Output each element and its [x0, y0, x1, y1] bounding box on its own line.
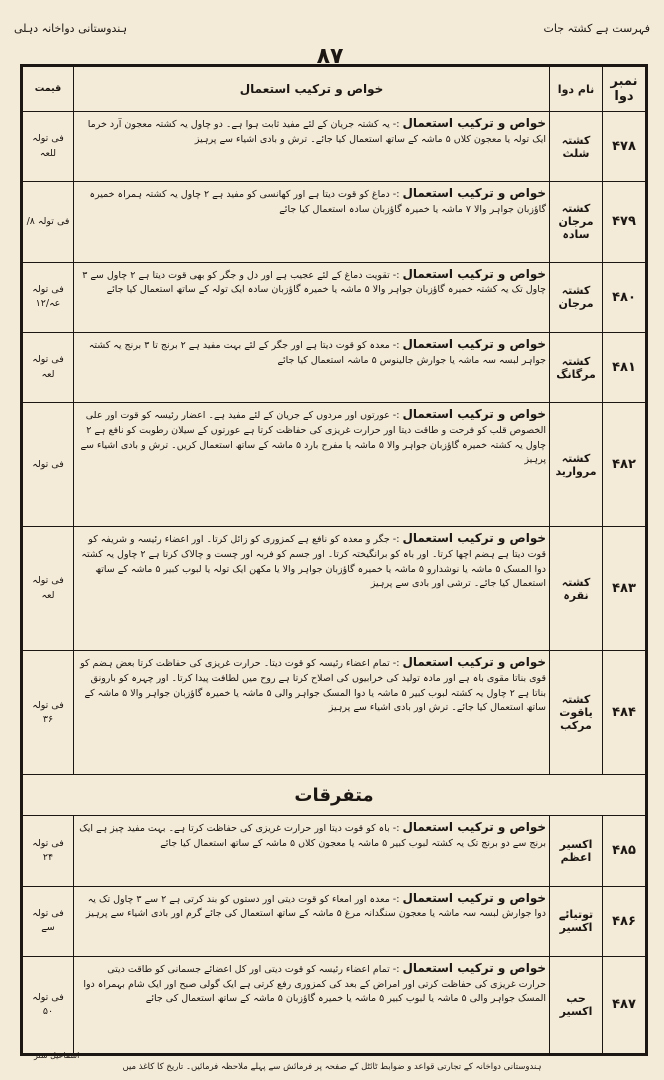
- row-name: کشتہ شلث: [550, 112, 603, 182]
- table-row: [23, 651, 646, 775]
- row-number: ۴۸۰: [603, 262, 646, 332]
- row-price: فی تولہ ۳۶: [23, 651, 74, 775]
- row-lead: خواص و ترکیب استعمال: [402, 266, 546, 281]
- row-number: ۴۷۹: [603, 182, 646, 262]
- row-price: فی تولہ للعہ: [23, 112, 74, 182]
- table-row: [23, 886, 646, 956]
- table-row: [23, 956, 646, 1053]
- table-row: [23, 816, 646, 886]
- col-header-number: نمبر دوا: [603, 67, 646, 112]
- row-lead: خواص و ترکیب استعمال: [402, 116, 546, 130]
- row-name: کشتہ مرجان: [550, 262, 603, 332]
- row-number: ۴۷۸: [603, 112, 646, 182]
- row-price: فی تولہ ۵۰: [23, 956, 74, 1053]
- row-description: [74, 403, 550, 527]
- row-price: فی تولہ ۸/: [23, 182, 74, 262]
- table-row: [23, 112, 646, 182]
- table-row: [23, 182, 646, 262]
- row-price: فی تولہ ۲۴: [23, 816, 74, 886]
- printer-stamp: اسماعیل سنز: [34, 1051, 80, 1060]
- row-description: [74, 956, 550, 1053]
- row-lead: خواص و ترکیب استعمال: [402, 960, 546, 975]
- row-number: ۴۸۱: [603, 332, 646, 402]
- col-header-price: قیمت: [23, 67, 74, 112]
- row-number: ۴۸۴: [603, 651, 646, 775]
- row-price: فی تولہ سے: [23, 886, 74, 956]
- col-header-description: خواص و ترکیب استعمال: [74, 67, 550, 112]
- row-text: :- تمام اعضاء رئیسہ کو قوت دیتا۔ حرارت غریزی کی حفاظت کرتا بعض ہضم کو قوی بناتا مقوی باہ ہے اور مادہ تولید کی خرابیوں کی اصلاح کرتا ہے روح میں لطافت پیدا کرتا۔ اور چہرہ کو بارونق بناتا ہے ۲ چاول یہ کشتہ لبوب کبیر ۵ ماشہ یا دوا المسک جواہر والی ۵ ماشہ یا خمیرہ گاؤزبان جواہر والا ۵ ماشہ کے ساتھ استعمال کیا جائے۔ ترش اور بادی اشیاء سے پرہیز: [80, 658, 546, 714]
- medicine-table-frame: [20, 64, 648, 1056]
- row-price: فی تولہ: [23, 403, 74, 527]
- row-lead: خواص و ترکیب استعمال: [402, 186, 546, 201]
- section-row: [23, 775, 646, 816]
- row-description: [74, 182, 550, 262]
- row-number: ۴۸۷: [603, 956, 646, 1053]
- row-text: :- جگر و معدہ کو نافع ہے کمزوری کو زائل کرتا۔ اور اعضاء رئیسہ و شریفہ کو قوت دیتا ہے ہضم اچھا کرتا۔ اور باہ کو برانگیختہ کرتا۔ اور جسم کو فربہ اور چست و چالاک کرتا ہے ۲ چاول یہ کشتہ دوا المسک ۵ ماشہ یا نوشدارو ۵ ماشہ یا خمیرہ گاؤزبان جواہر والا یا مکھن ایک تولہ یا لبوب کبیر ۵ ماشہ کے ساتھ استعمال کیا جائے۔ ترشی اور بادی سے پرہیز: [81, 534, 546, 590]
- table-row: [23, 332, 646, 402]
- row-lead: خواص و ترکیب استعمال: [402, 407, 546, 422]
- table-row: [23, 403, 646, 527]
- row-number: ۴۸۲: [603, 403, 646, 527]
- row-name: توتیائے اکسیر: [550, 886, 603, 956]
- row-text: :- تمام اعضاء رئیسہ کو قوت دیتی اور کل اعضائے جسمانی کو طاقت دیتی حرارت غریزی کی حفاظت کرتی اور امراض کے بعد کی کمزوری رفع کرتی ہے ایک گولی صبح اور ایک شام بہمراہ دوا المسک جواہر والی ۵ ماشہ یا لبوب کبیر ۵ ماشہ یا خمیرہ گاؤزبان ۵ ماشہ کے ساتھ استعمال کی جائے: [83, 963, 546, 1005]
- row-description: [74, 816, 550, 886]
- row-price: فی تولہ عہ/۱۲: [23, 262, 74, 332]
- row-text: :- تقویت دماغ کے لئے عجیب ہے اور دل و جگر کو بھی قوت دیتا ہے ۲ چاول سے ۳ چاول تک یہ کشتہ خمیرہ گاؤزبان جواہر والا ۵ ماشہ یا خمیرہ گاؤزبان سادہ ایک تولہ کے ساتھ استعمال کیا جائے: [82, 269, 546, 296]
- row-description: [74, 262, 550, 332]
- medicine-table: [22, 66, 646, 1054]
- page-footer: ہندوستانی دواخانہ کے تجارتی قواعد و ضوابط ٹائٹل کے صفحہ پر فرمائش سے پہلے ملاحظہ فرمائیں۔ تاریخ کا کاغذ میں: [122, 1062, 542, 1072]
- row-text: :- معدہ کو قوت دیتا ہے اور جگر کے لئے بہت مفید ہے ۲ برنج تا ۳ برنج یہ کشتہ جواہر لبسہ سہ ماشہ یا جوارش جالینوس ۵ ماشہ استعمال کیا جائے: [88, 339, 546, 366]
- row-description: [74, 332, 550, 402]
- row-lead: خواص و ترکیب استعمال: [402, 531, 546, 546]
- row-lead: خواص و ترکیب استعمال: [402, 655, 546, 670]
- row-name: کشتہ یاقوت مرکب: [550, 651, 603, 775]
- row-description: [74, 651, 550, 775]
- row-lead: خواص و ترکیب استعمال: [402, 336, 546, 351]
- header-left-title: ہندوستانی دواخانہ دہلی: [14, 22, 128, 35]
- page-number: ۸۷: [316, 44, 344, 69]
- header-right-title: فہرست ہے کشتہ جات: [543, 22, 650, 35]
- row-text: :- یہ کشتہ جریان کے لئے مفید ثابت ہوا ہے۔ دو چاول یہ کشتہ معجون آرد خرما ایک تولہ یا معجون کلاں ۵ ماشہ کے ساتھ استعمال کیا جائے۔ ترش و بادی اشیاء سے پرہیز: [87, 119, 546, 145]
- row-lead: خواص و ترکیب استعمال: [402, 890, 546, 905]
- row-name: حب اکسیر: [550, 956, 603, 1053]
- row-description: [74, 527, 550, 651]
- row-description: [74, 112, 550, 182]
- row-number: ۴۸۶: [603, 886, 646, 956]
- row-text: :- معدہ اور امعاء کو قوت دیتی اور دستوں کو بند کرتی ہے ۲ سے ۳ چاول تک یہ دوا جوارش لبسہ سہ ماشہ یا معجون سنگدانہ مرغ ۵ ماشہ کے ساتھ استعمال کی جائے گرم اور بادی اشیاء سے پرہیز: [85, 893, 546, 920]
- row-text: :- عورتوں اور مردوں کے جریان کے لئے مفید ہے۔ اعضار رئیسہ کو قوت اور علی الخصوص قلب کو فرحت و طاقت دیتا اور حرارت غریزی کی حفاظت کرتا ہے عورتوں کے سیلان رطوبت کو نافع ہے ۲ چاول یہ کشتہ خمیرہ گاؤزبان جواہر والا ۵ ماشہ یا مفرح بارد ۵ ماشہ کے ساتھ استعمال کریں۔ ترش و بادی اشیاء سے پرہیز: [80, 410, 546, 466]
- row-text: :- باہ کو قوت دیتا اور حرارت غریزی کی حفاظت کرتا ہے۔ بہت مفید چیز ہے ایک برنج سے دو برنج تک یہ کشتہ لبوب کبیر ۵ ماشہ یا معجون کلاں ۵ ماشہ کے ساتھ استعمال کیا جائے: [79, 823, 546, 850]
- row-name: اکسیر اعظم: [550, 816, 603, 886]
- table-row: [23, 527, 646, 651]
- row-price: فی تولہ لعہ: [23, 527, 74, 651]
- row-name: کشتہ مرگانگ: [550, 332, 603, 402]
- row-text: :- دماغ کو قوت دیتا ہے اور کھانسی کو مفید ہے ۲ چاول یہ کشتہ ہمراہ خمیرہ گاؤزبان جواہر والا ۷ ماشہ یا خمیرہ گاؤزبان سادہ استعمال کیا جائے: [89, 189, 546, 215]
- row-number: ۴۸۵: [603, 816, 646, 886]
- table-header-row: [23, 67, 646, 112]
- row-name: کشتہ نقرہ: [550, 527, 603, 651]
- row-lead: خواص و ترکیب استعمال: [402, 820, 546, 835]
- row-number: ۴۸۳: [603, 527, 646, 651]
- section-title: متفرقات: [23, 775, 646, 816]
- row-description: [74, 886, 550, 956]
- row-name: کشتہ مرجان سادہ: [550, 182, 603, 262]
- row-name: کشتہ مروارید: [550, 403, 603, 527]
- table-row: [23, 262, 646, 332]
- col-header-name: نام دوا: [550, 67, 603, 112]
- row-price: فی تولہ لعہ: [23, 332, 74, 402]
